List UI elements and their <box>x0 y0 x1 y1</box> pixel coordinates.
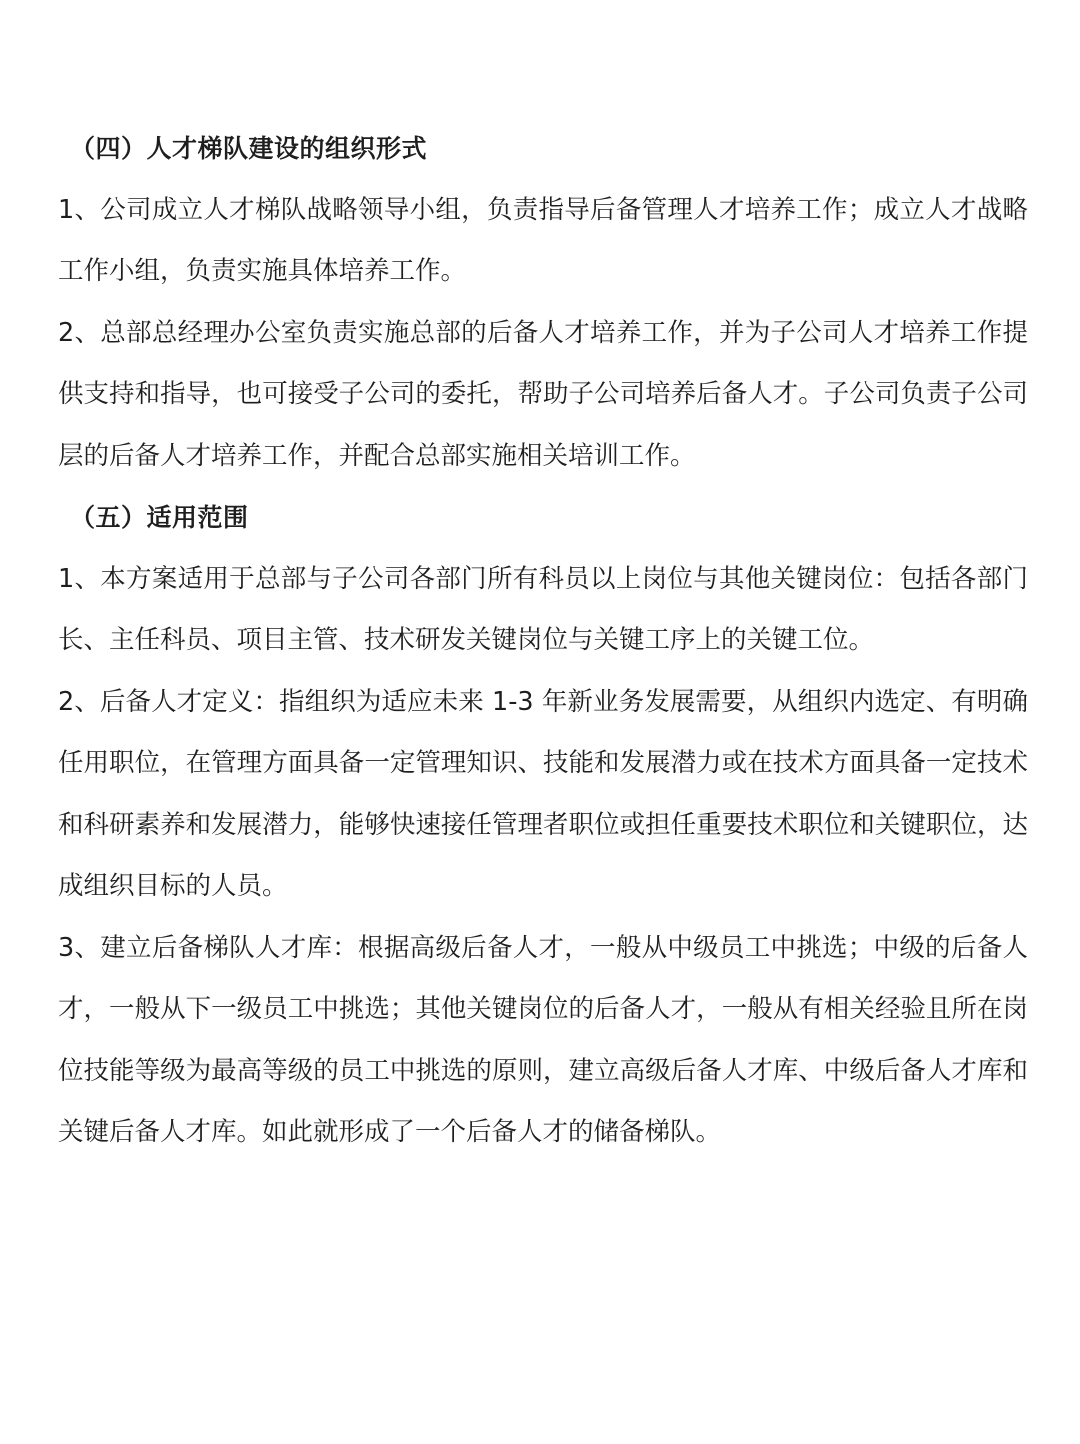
paragraph: 1、公司成立人才梯队战略领导小组，负责指导后备管理人才培养工作；成立人才战略工作小组，负责实施具体培养工作。 <box>58 194 1028 286</box>
section-heading-4: （四）人才梯队建设的组织形式 <box>70 134 428 163</box>
section-heading-5: （五）适用范围 <box>70 503 249 532</box>
paragraph: 3、建立后备梯队人才库：根据高级后备人才，一般从中级员工中挑选；中级的后备人才，一般从下一级员工中挑选；其他关键岗位的后备人才，一般从有相关经验且所在岗位技能等级为最高等级的员工中挑选的原则，建立高级后备人才库、中级后备人才库和关键后备人才库。如此就形成了一个后备人才的储备梯队。 <box>58 932 1028 1147</box>
paragraph: 2、后备人才定义：指组织为适应未来 1-3 年新业务发展需要，从组织内选定、有明确任用职位，在管理方面具备一定管理知识、技能和发展潜力或在技术方面具备一定技术和科研素养和发展潜力，能够快速接任管理者职位或担任重要技术职位和关键职位，达成组织目标的人员。 <box>58 686 1028 901</box>
document-page <box>58 118 1028 1164</box>
paragraph: 2、总部总经理办公室负责实施总部的后备人才培养工作，并为子公司人才培养工作提供支持和指导，也可接受子公司的委托，帮助子公司培养后备人才。子公司负责子公司层的后备人才培养工作，并配合总部实施相关培训工作。 <box>58 317 1028 471</box>
paragraph: 1、本方案适用于总部与子公司各部门所有科员以上岗位与其他关键岗位：包括各部门长、主任科员、项目主管、技术研发关键岗位与关键工序上的关键工位。 <box>58 563 1028 655</box>
